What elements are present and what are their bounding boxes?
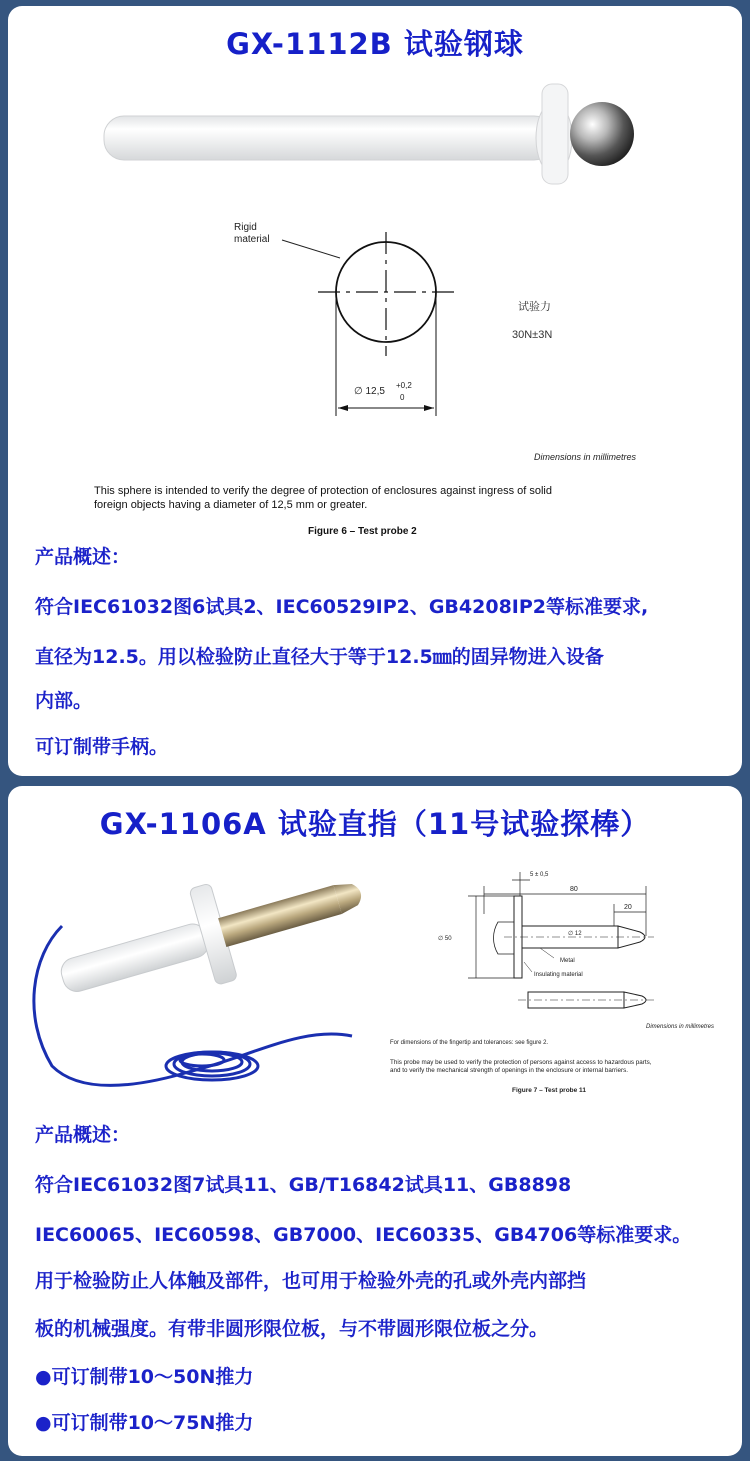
dim-50: ∅ 50: [438, 936, 452, 942]
force-value: 30N±3N: [512, 329, 553, 341]
figure-caption: Figure 6 – Test probe 2: [308, 526, 417, 537]
dim-12: ∅ 12: [568, 931, 582, 937]
description-line: 符合IEC61032图6试具2、IEC60529IP2、GB4208IP2等标准要求,: [35, 596, 649, 618]
figure-note: For dimensions of the fingertip and tolerances: see figure 2.: [390, 1040, 549, 1046]
description-line: IEC60065、IEC60598、GB7000、IEC60335、GB4706等标准要求。: [35, 1224, 692, 1246]
figure-test-probe-11: [384, 866, 732, 1098]
figure-body-line-1: This probe may be used to verify the protection of persons against access to hazardous parts,: [390, 1059, 652, 1066]
dimensions-note: Dimensions in millimetres: [534, 452, 637, 462]
rigid-label: Rigid: [234, 222, 257, 233]
description-line: 符合IEC61032图7试具11、GB/T16842试具11、GB8898: [35, 1174, 572, 1196]
figure-test-probe-2: [82, 204, 658, 540]
dimensions-note: Dimensions in millimetres: [646, 1024, 715, 1030]
insulating-label: Insulating material: [534, 972, 583, 978]
material-label: material: [234, 234, 270, 245]
description-line: 内部。: [35, 690, 93, 712]
description-bullet: ●可订制带10～50N推力: [35, 1366, 254, 1388]
description-heading: 产品概述：: [35, 1124, 131, 1146]
dim-5: 5 ± 0,5: [530, 872, 549, 878]
product-title: GX-1112B 试验钢球: [226, 27, 524, 61]
product-title: GX-1106A 试验直指（11号试验探棒）: [99, 807, 651, 841]
product-card-steel-ball: [8, 6, 742, 776]
description-heading: 产品概述：: [35, 546, 131, 568]
description-line: 板的机械强度。有带非圆形限位板，与不带圆形限位板之分。: [35, 1318, 549, 1340]
description-line: 可订制带手柄。: [35, 736, 169, 758]
description-line: 直径为12.5。用以检验防止直径大于等于12.5㎜的固异物进入设备: [35, 646, 604, 668]
dim-20: 20: [624, 904, 632, 911]
force-label: 试验力: [518, 301, 551, 313]
figure-body-line-1: This sphere is intended to verify the degree of protection of enclosures against ingress of solid: [94, 485, 552, 497]
metal-label: Metal: [560, 958, 575, 964]
figure-body-line-2: foreign objects having a diameter of 12,5 mm or greater.: [94, 499, 368, 511]
tolerance-upper: +0,2: [396, 381, 412, 390]
steel-ball-probe-photo: [92, 78, 652, 198]
figure-body-line-2: and to verify the mechanical strength of openings in the enclosure or internal barriers.: [390, 1067, 629, 1074]
tolerance-lower: 0: [400, 393, 405, 402]
figure-caption: Figure 7 – Test probe 11: [512, 1087, 586, 1094]
dim-80: 80: [570, 886, 578, 893]
diameter-label: ∅ 12,5: [354, 386, 385, 397]
test-finger-probe-photo: [22, 866, 372, 1106]
product-card-test-finger: [8, 786, 742, 1456]
description-bullet: ●可订制带10～75N推力: [35, 1412, 254, 1434]
description-line: 用于检验防止人体触及部件，也可用于检验外壳的孔或外壳内部挡: [35, 1270, 587, 1292]
